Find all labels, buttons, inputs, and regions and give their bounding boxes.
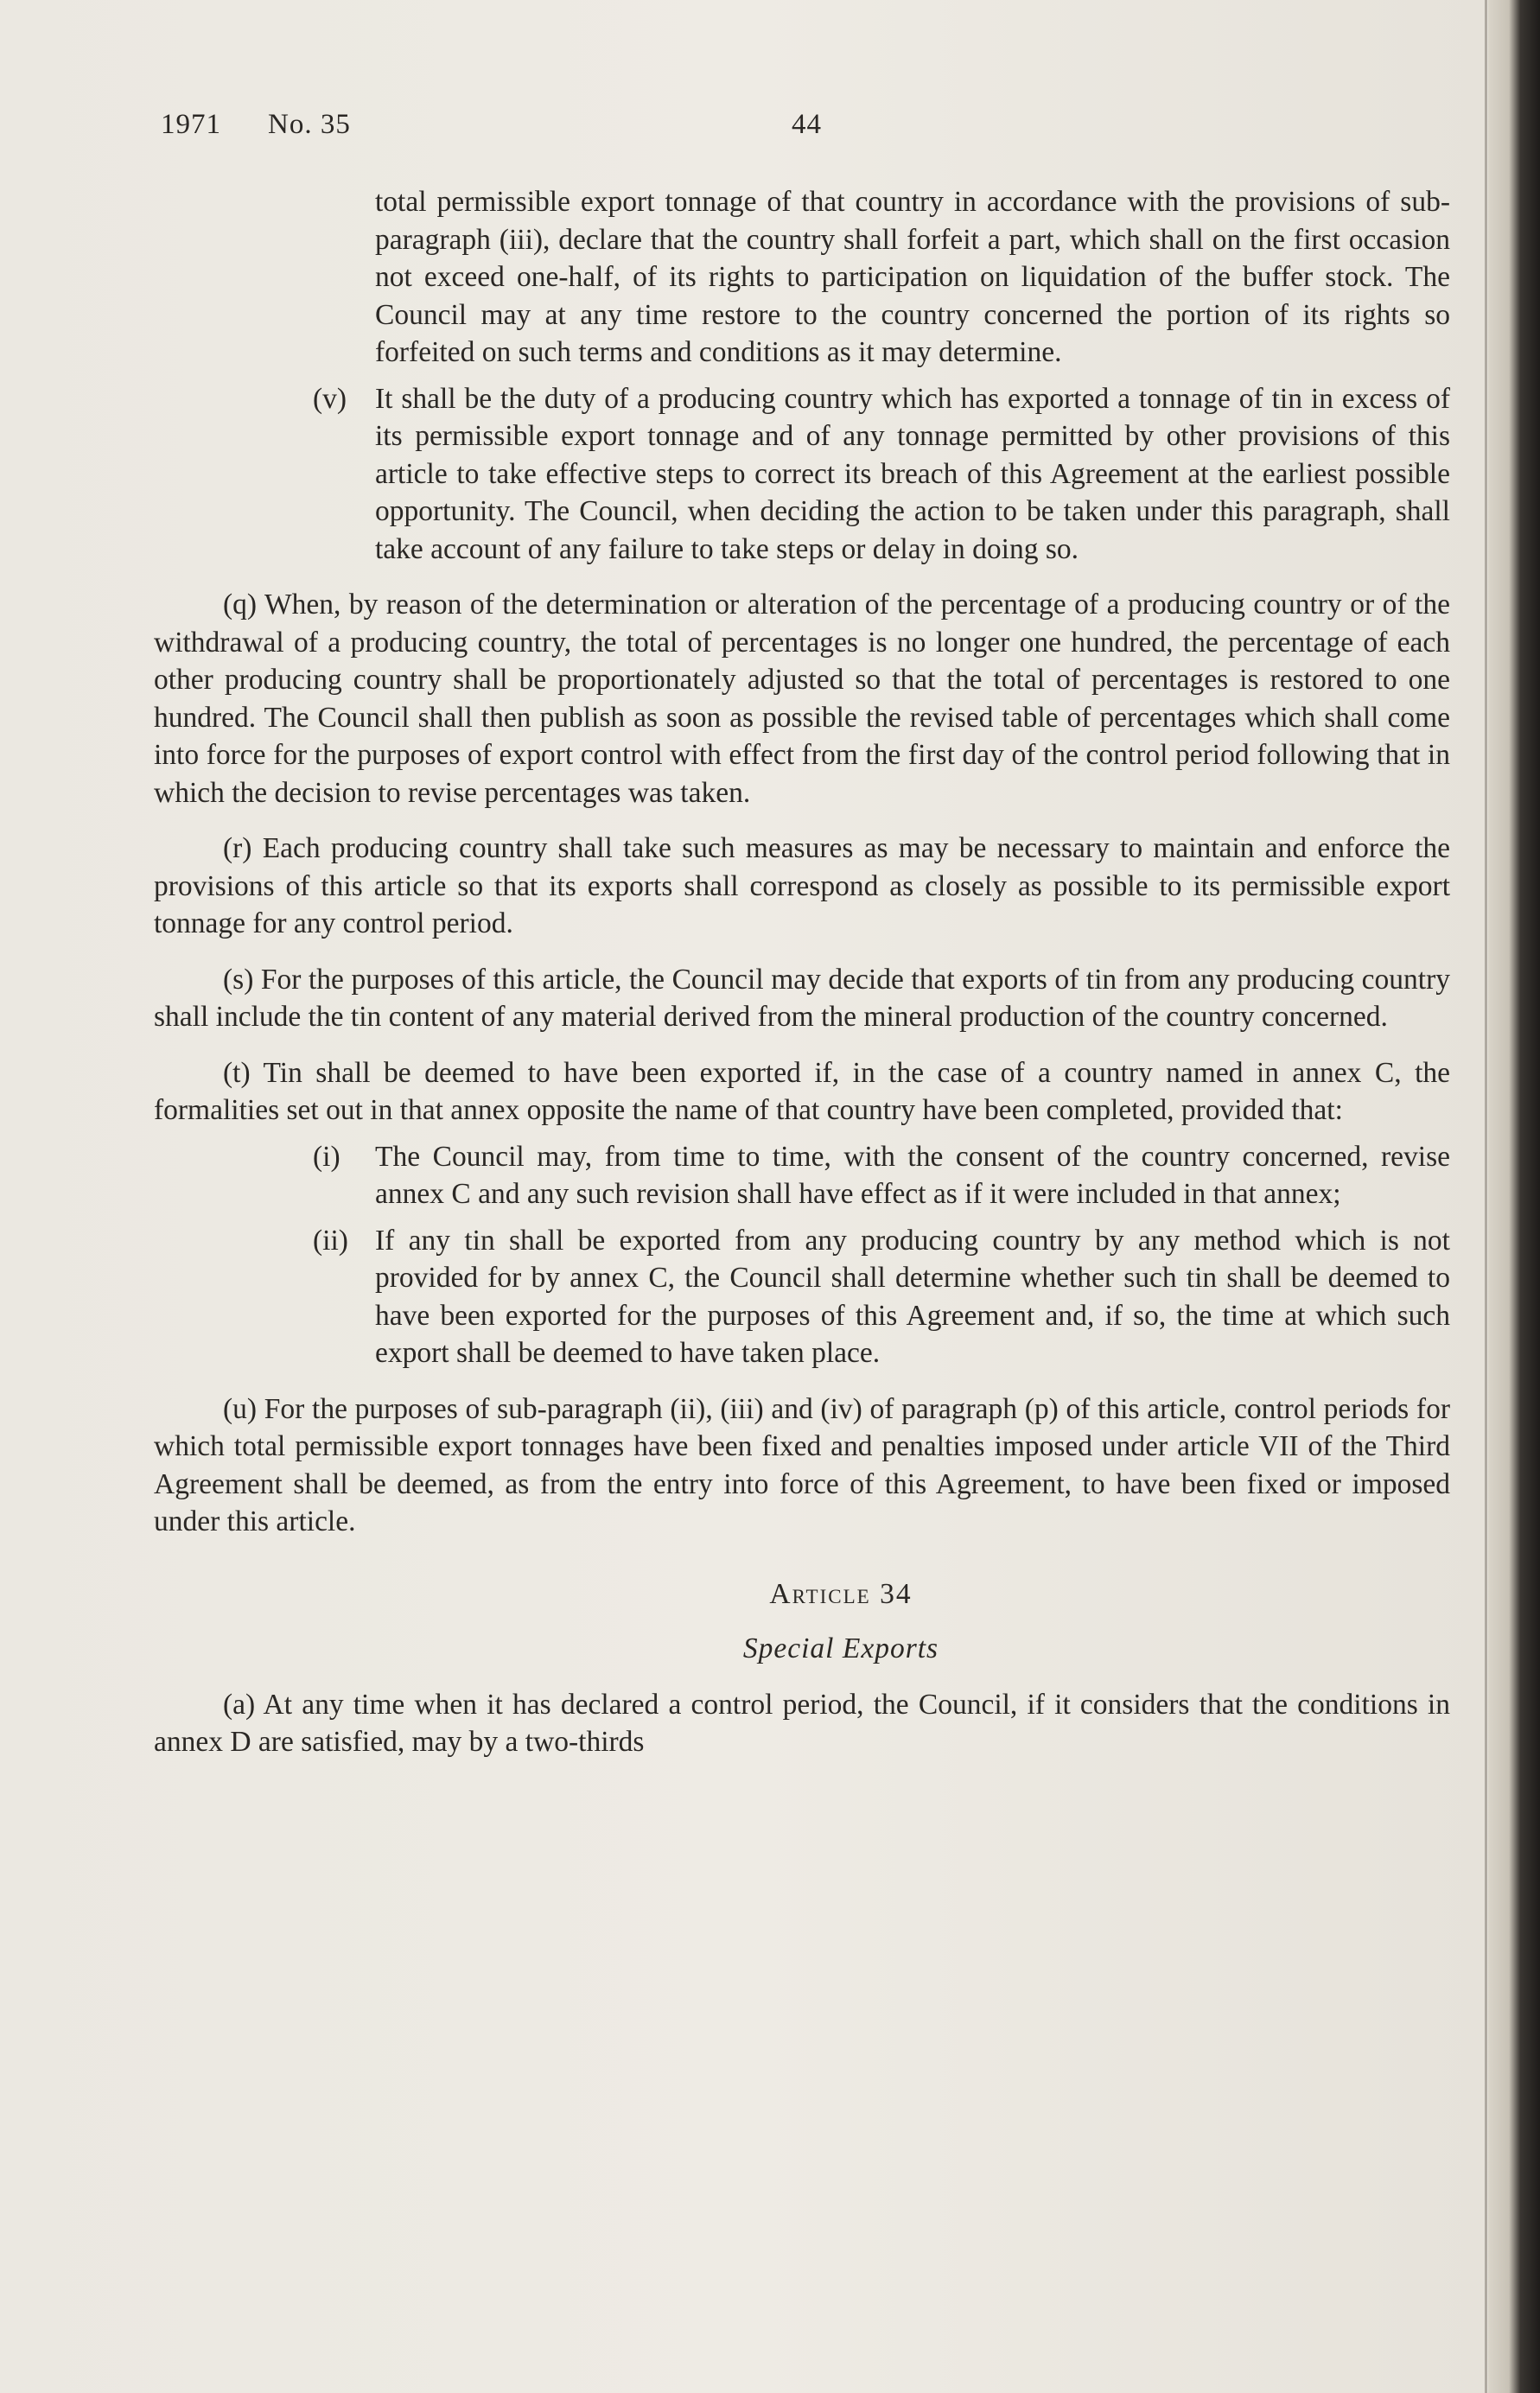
header-number: No. 35: [268, 109, 351, 140]
page-number: 44: [792, 109, 822, 140]
subparagraph-t-ii: [313, 1222, 1450, 1372]
paragraph-a: (a) At any time when it has declared a control period, the Council, if it considers that the conditions in annex D are satisfied, may by a two-thirds: [154, 1688, 1450, 1758]
header-year: 1971: [161, 109, 221, 140]
paragraph-r: (r) Each producing country shall take such measures as may be necessary to maintain and enforce the provisions of this article so that its exports shall correspond as closely as possible to its permissible export tonnage for any control period.: [154, 832, 1450, 939]
paragraph-t: (t) Tin shall be deemed to have been exported if, in the case of a country named in annex C, the formalities set out in that annex opposite the name of that country have been completed, provided that:: [154, 1056, 1450, 1126]
subparagraph-t-ii-marker: (ii): [313, 1224, 348, 1257]
document-body: [154, 183, 1450, 1761]
subparagraph-t-ii-text: If any tin shall be exported from any producing country by any method which is not provided for by annex C, the Council shall determine whether such tin shall be deemed to have been exported for the purposes of this Agreement and, if so, the time at which such export shall be deemed to have taken place.: [375, 1224, 1450, 1369]
subparagraph-iv-continuation: total permissible export tonnage of that country in accordance with the provisions of sub-paragraph (iii), declare that the country shall forfeit a part, which shall on the first occasion not exceed one-half, of its rights to participation on liquidation of the buffer stock. The Council may at any time restore to the country concerned the portion of its rights so forfeited on such terms and conditions as it may determine.: [375, 186, 1450, 368]
paragraph-q: (q) When, by reason of the determination or alteration of the percentage of a producing country or of the withdrawal of a producing country, the total of percentages is no longer one hundred, the percentage of each other producing country shall be proportionately adjusted so that the total of percentages is restored to one hundred. The Council shall then publish as soon as possible the revised table of percentages which shall come into force for the purposes of export control with effect from the first day of the control period following that in which the decision to revise percentages was taken.: [154, 589, 1450, 809]
paragraph-s: (s) For the purposes of this article, the Council may decide that exports of tin from any producing country shall include the tin content of any material derived from the mineral production of the country concerned.: [154, 963, 1450, 1033]
article-title: Special Exports: [742, 1632, 939, 1664]
book-binding: [1488, 0, 1540, 2393]
page-edge: [1485, 0, 1487, 2393]
article-heading: Article 34: [769, 1577, 913, 1610]
subparagraph-v: [313, 380, 1450, 569]
subparagraph-t-i: [313, 1138, 1450, 1213]
subparagraph-t-i-text: The Council may, from time to time, with the consent of the country concerned, revise annex C and any such revision shall have effect as if it were included in that annex;: [375, 1140, 1450, 1210]
subparagraph-v-marker: (v): [313, 382, 347, 415]
paragraph-u: (u) For the purposes of sub-paragraph (ii), (iii) and (iv) of paragraph (p) of this article, control periods for which total permissible export tonnages have been fixed and penalties imposed under article VII of the Third Agreement shall be deemed, as from the entry into force of this Agreement, to have been fixed or imposed under this article.: [154, 1392, 1450, 1537]
subparagraph-t-i-marker: (i): [313, 1140, 340, 1173]
subparagraph-v-text: It shall be the duty of a producing country which has exported a tonnage of tin in excess of its permissible export tonnage and of any tonnage permitted by other provisions of this article to take effective steps to correct its breach of this Agreement at the earliest possible opportunity. The Council, when deciding the action to be taken under this paragraph, shall take account of any failure to take steps or delay in doing so.: [375, 382, 1450, 565]
